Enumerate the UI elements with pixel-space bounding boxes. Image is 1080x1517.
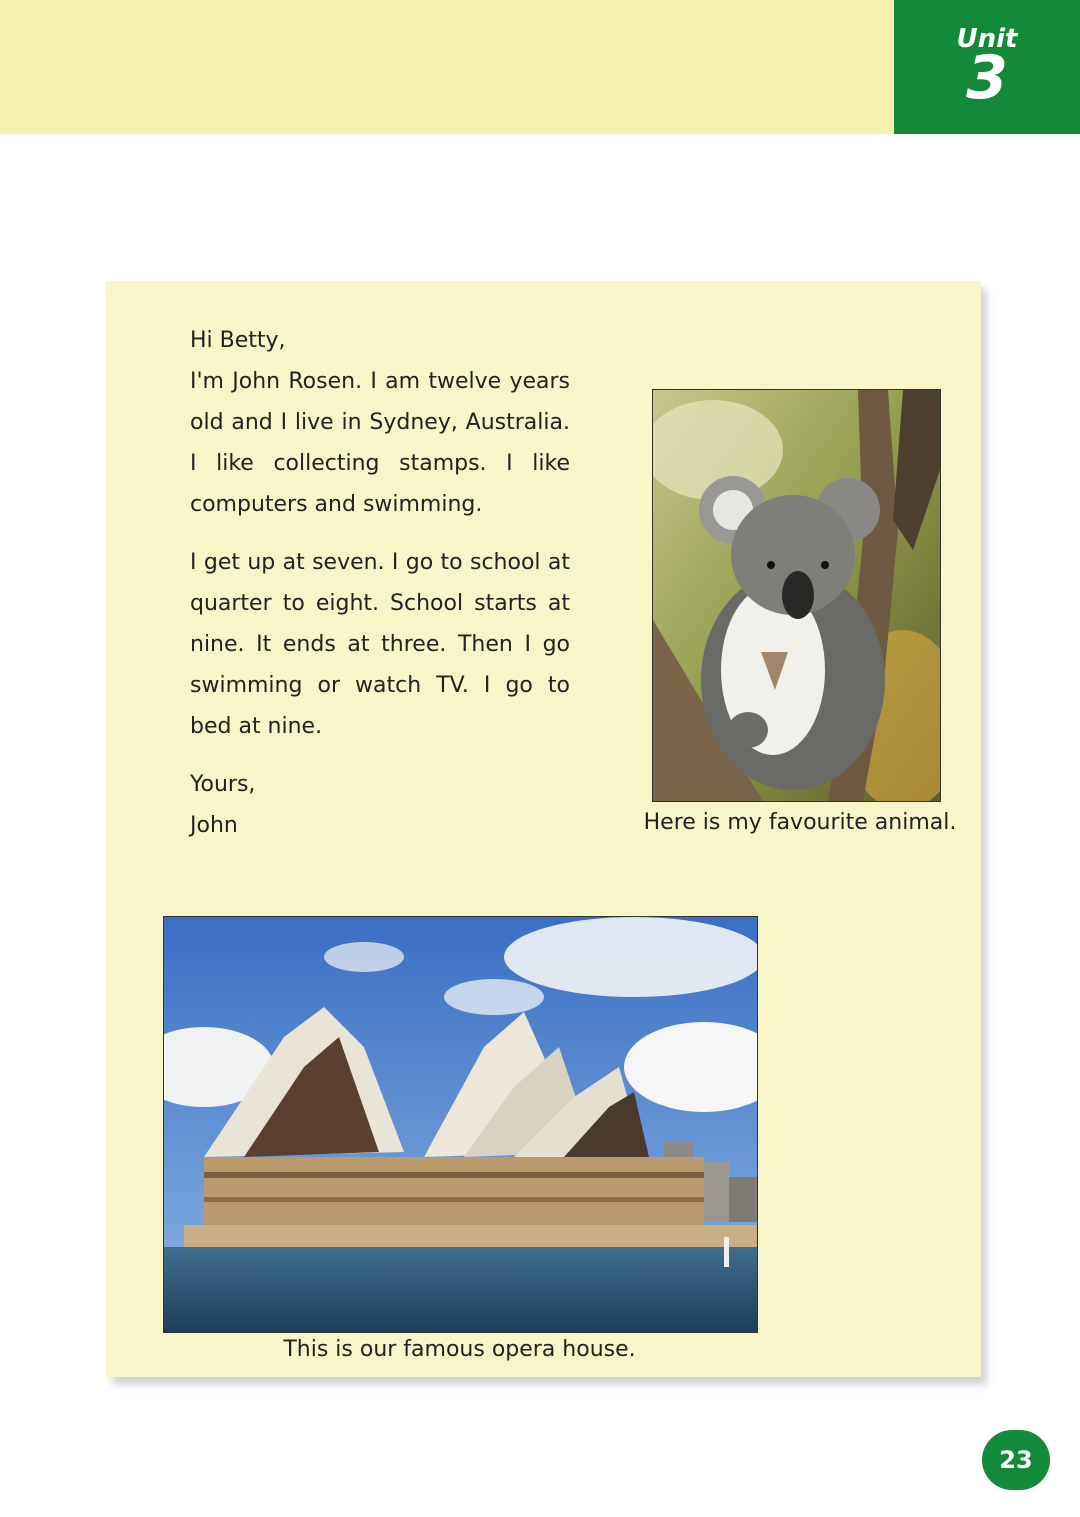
letter-closing: Yours, — [190, 772, 256, 797]
opera-house-photo — [163, 916, 758, 1333]
letter-paragraph-2: I get up at seven. I go to school at quarter to eight. School starts at nine. It ends at three. Then I go swimming or watch TV. I go to bed at nine. — [190, 550, 570, 739]
opera-house-caption: This is our famous opera house. — [283, 1337, 636, 1362]
header-band — [0, 0, 894, 134]
unit-number: 3 — [966, 43, 1008, 113]
letter-paragraph-1: I'm John Rosen. I am twelve years old and I live in Sydney, Australia. I like collecting stamps. I like computers and swimming. — [190, 369, 570, 517]
koala-photo — [652, 389, 941, 802]
unit-label: Unit — [956, 24, 1018, 54]
letter — [190, 320, 570, 846]
page-number-badge: 23 — [982, 1430, 1050, 1490]
koala-caption: Here is my favourite animal. — [643, 810, 957, 835]
unit-tab — [894, 0, 1080, 134]
letter-signature: John — [190, 813, 238, 838]
letter-greeting: Hi Betty, — [190, 328, 286, 353]
